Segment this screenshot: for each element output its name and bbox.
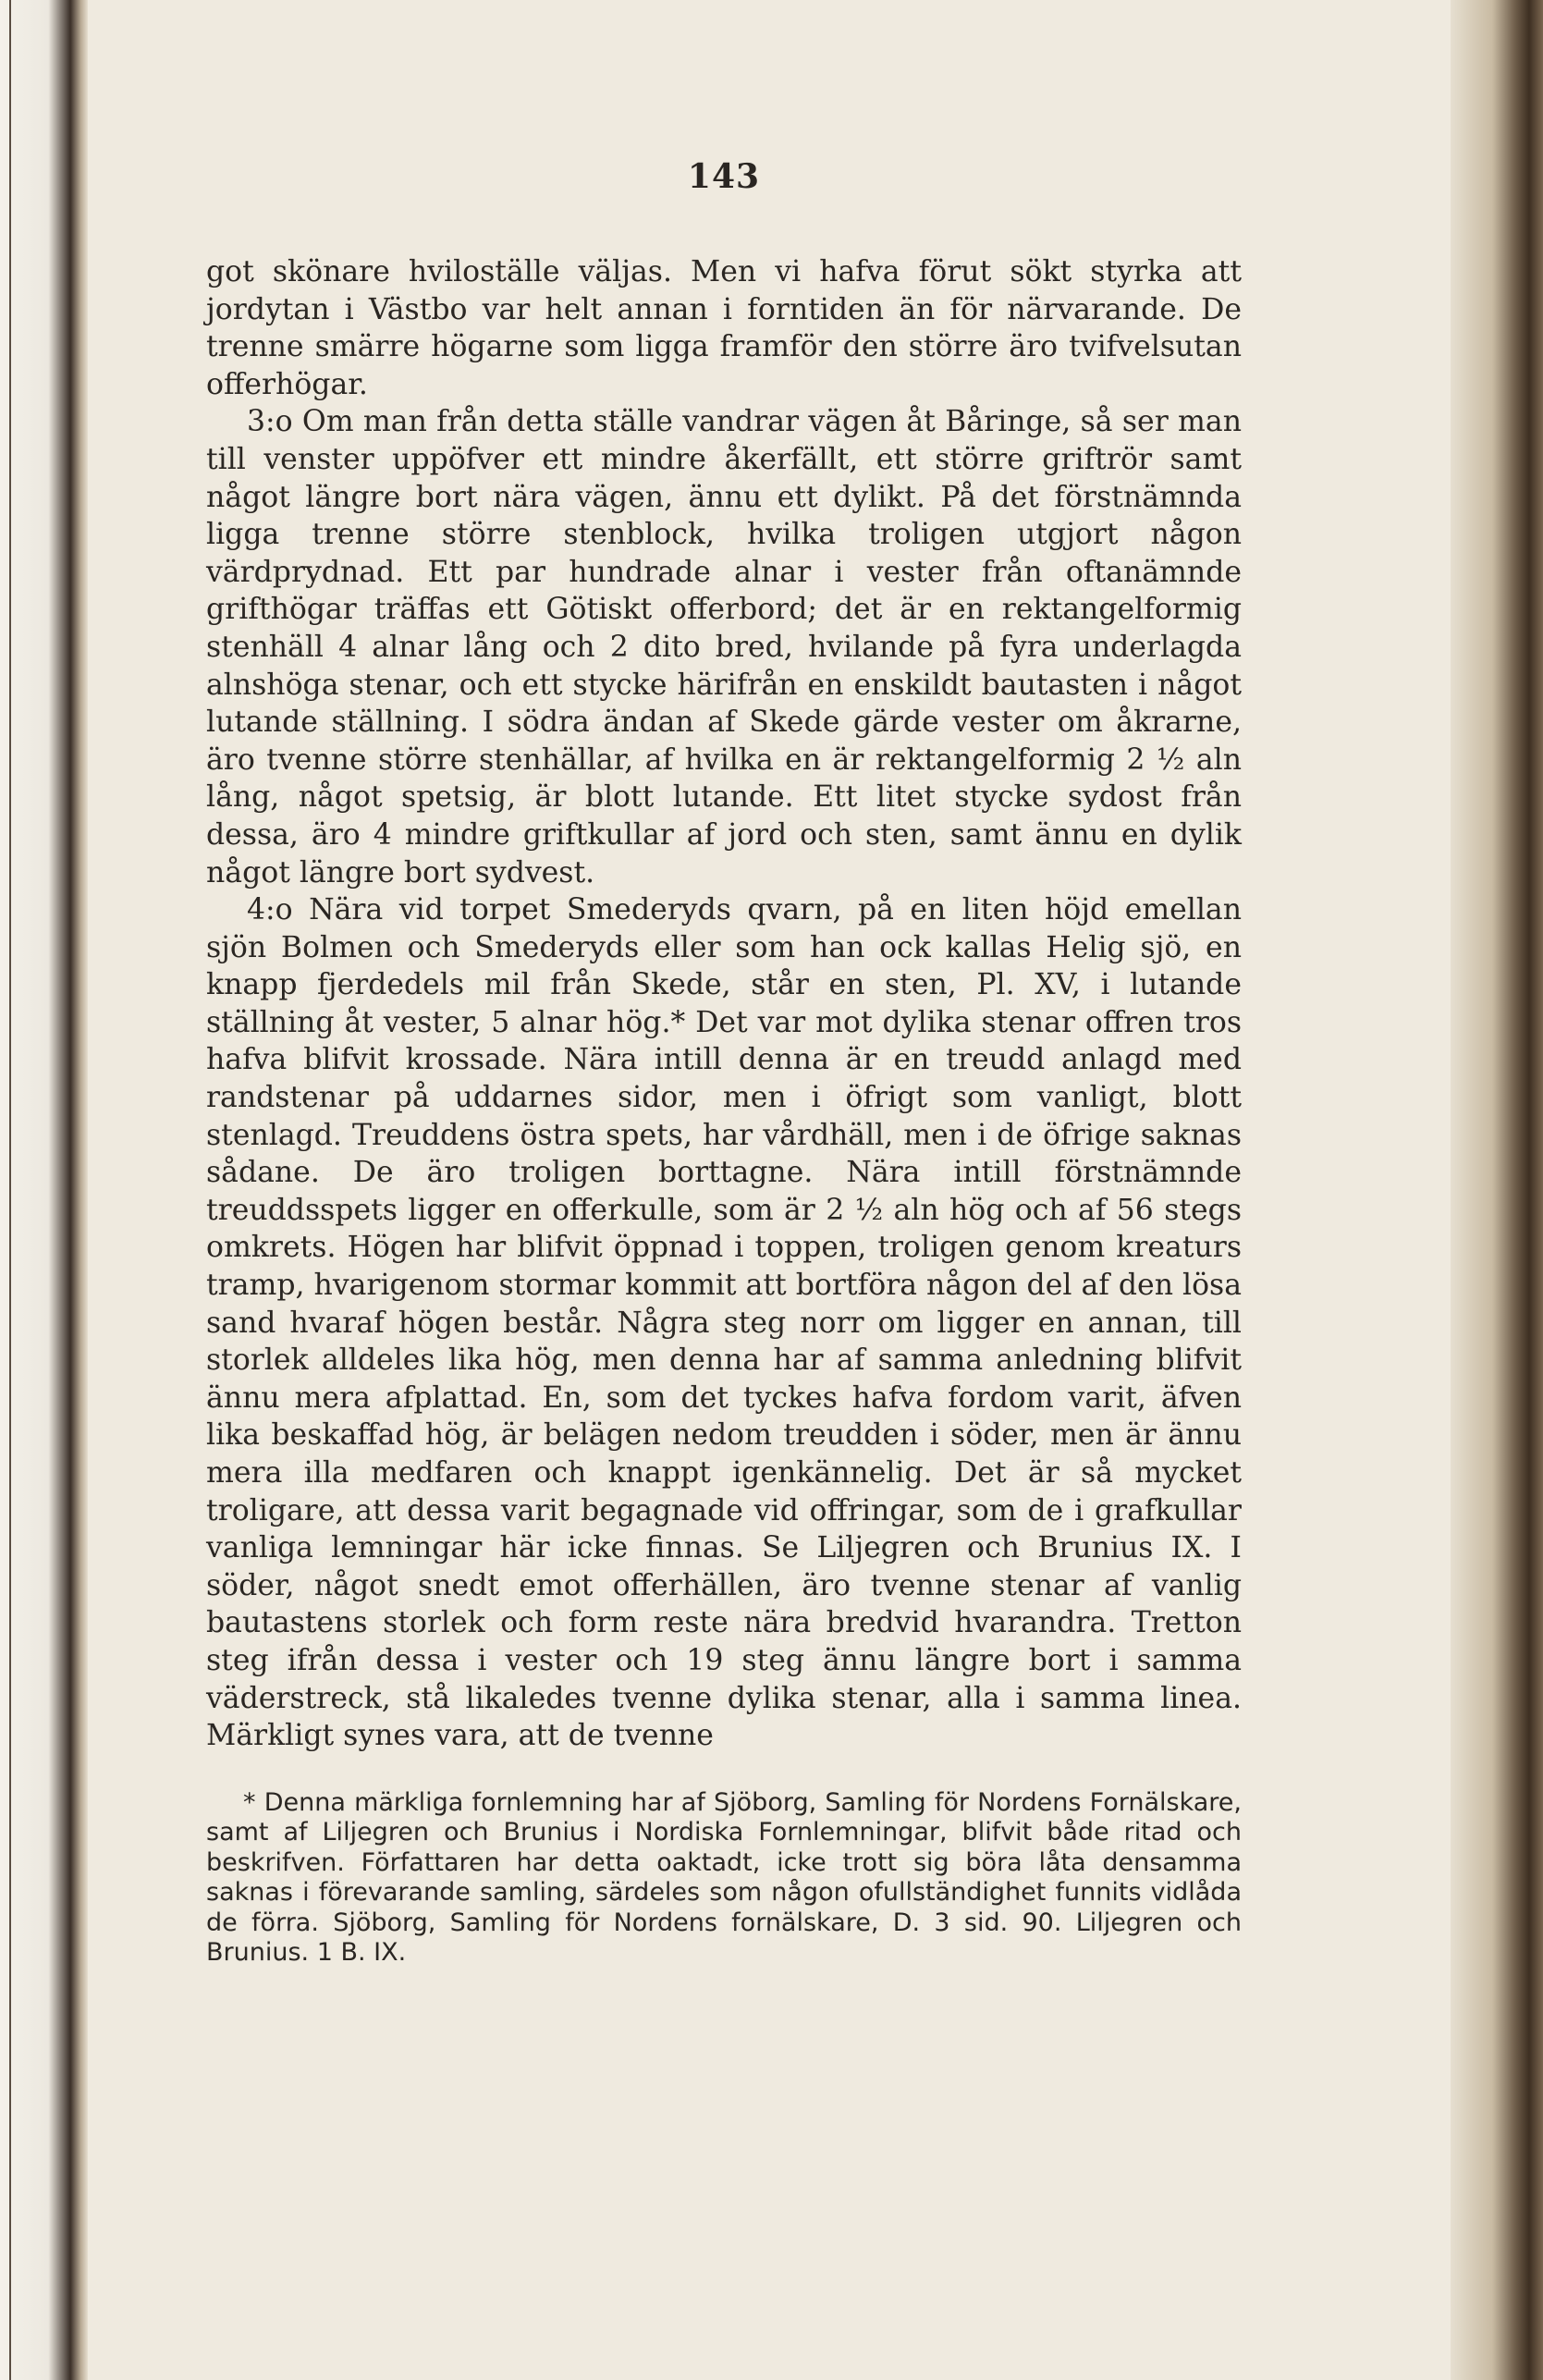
paragraph-continuation: got skönare hviloställe väljas. Men vi hafva förut sökt styrka att jordytan i Västbo var helt annan i forntiden än för närvarande. De trenne smärre högarne som ligga framför den större äro tvifvelsutan offerhögar. bbox=[206, 255, 1242, 401]
book-page bbox=[88, 0, 1451, 2380]
paragraph-4: 4:o Nära vid torpet Smederyds qvarn, på en liten höjd emellan sjön Bolmen och Smederyds eller som han ock kallas Helig sjö, en knapp fjerdedels mil från Skede, står en sten, Pl. XV, i lutande ställning åt vester, 5 alnar hög.* Det var mot dylika stenar offren tros hafva blifvit krossade. Nära intill denna är en treudd anlagd med randstenar på uddarnes sidor, men i öfrigt som vanligt, blott stenlagd. Treuddens östra spets, har vårdhäll, men i de öfrige saknas sådane. De äro troligen borttagne. Nära intill förstnämnde treuddsspets ligger en offerkulle, som är 2 ½ aln hög och af 56 stegs omkrets. Högen har blifvit öppnad i toppen, troligen genom kreaturs tramp, hvarigenom stormar kommit att bortföra någon del af den lösa sand hvaraf högen består. Några steg norr om ligger en annan, till storlek alldeles lika hög, men denna har af samma anledning blifvit ännu mera afplattad. En, som det tyckes hafva fordom varit, äfven lika beskaffad hög, är belägen nedom treudden i söder, men är ännu mera illa medfaren och knappt igenkännelig. Det är så mycket troligare, att dessa varit begagnade vid offringar, som de i grafkullar vanliga lemningar här icke finnas. Se Liljegren och Brunius IX. I söder, något snedt emot offerhällen, äro tvenne stenar af vanlig bautastens storlek och form reste nära bredvid hvarandra. Tretton steg ifrån dessa i vester och 19 steg ännu längre bort i samma väderstreck, stå likaledes tvenne dylika stenar, alla i samma linea. Märkligt synes vara, att de tvenne bbox=[206, 893, 1242, 1753]
paragraph-3: 3:o Om man från detta ställe vandrar vägen åt Båringe, så ser man till venster uppöfver ett mindre åkerfällt, ett större griftrör samt något längre bort nära vägen, ännu ett dylikt. På det förstnämnda ligga trenne större stenblock, hvilka troligen utgjort någon värdprydnad. Ett par hundrade alnar i vester från oftanämnde grifthögar träffas ett Götiskt offerbord; det är en rektangelformig stenhäll 4 alnar lång och 2 dito bred, hvilande på fyra underlagda alnshöga stenar, och ett stycke härifrån en enskildt bautasten i något lutande ställning. I södra ändan af Skede gärde vester om åkrarne, äro tvenne större stenhällar, af hvilka en är rektangelformig 2 ½ aln lång, något spetsig, är blott lutande. Ett litet stycke sydost från dessa, äro 4 mindre griftkullar af jord och sten, samt ännu en dylik något längre bort sydvest. bbox=[206, 405, 1242, 889]
footnote-text: * Denna märkliga fornlemning har af Sjöborg, Samling för Nordens Fornälskare, samt af Liljegren och Brunius i Nordiska Fornlemningar, blifvit både ritad och beskrifven. Författaren har detta oaktadt, icke trott sig böra låta densamma saknas i förevarande samling, särdeles som någon ofullständighet funnits vidlåda de förra. Sjöborg, Samling för Nordens fornälskare, D. 3 sid. 90. Liljegren och Brunius. 1 B. IX. bbox=[206, 1787, 1242, 1968]
page-content bbox=[206, 157, 1242, 1969]
body-text bbox=[206, 253, 1242, 1755]
book-edge-right bbox=[1451, 0, 1543, 2380]
footnote bbox=[206, 1788, 1242, 1969]
book-edge-left bbox=[0, 0, 88, 2380]
page-number: 143 bbox=[687, 157, 761, 196]
previous-page-sliver bbox=[0, 0, 11, 2380]
